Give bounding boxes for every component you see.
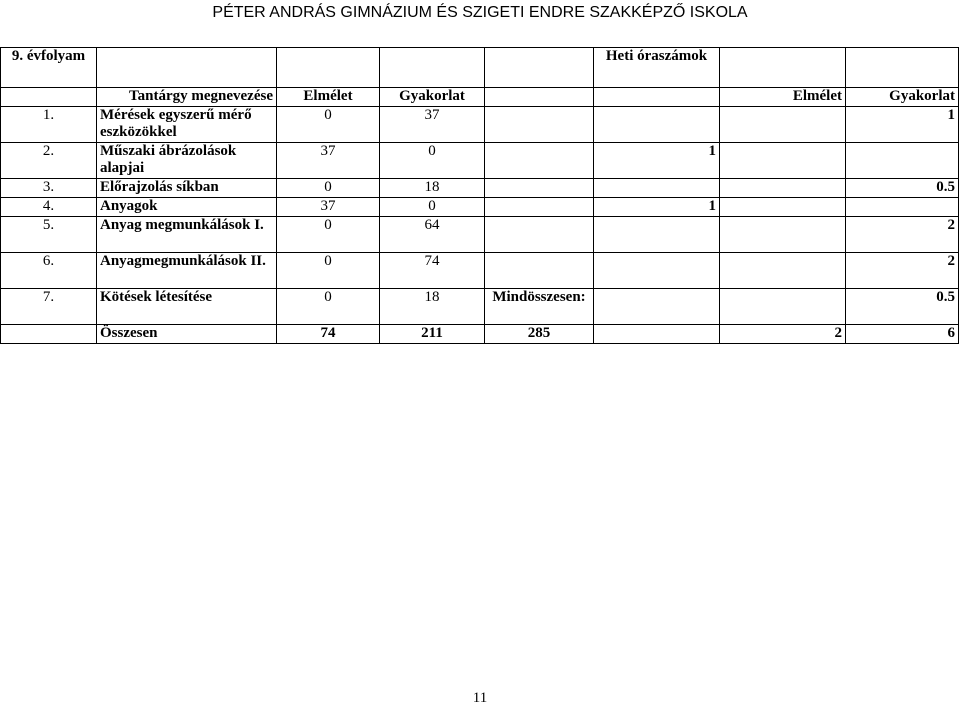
- elmelet-value: 37: [277, 198, 380, 217]
- total-row: [1, 325, 959, 344]
- gyakorlat-value: 64: [380, 217, 485, 253]
- subject-name: Mérések egyszerű mérő eszközökkel: [97, 107, 277, 143]
- subject-name: Anyagok: [97, 198, 277, 217]
- gyakorlat-value: 0: [380, 143, 485, 179]
- table-header-row-1: [1, 48, 959, 88]
- row-number: 1.: [1, 107, 97, 143]
- col-header-heti-elmelet: Elmélet: [720, 88, 846, 107]
- gyakorlat-value: 18: [380, 179, 485, 198]
- gyakorlat-value: 37: [380, 107, 485, 143]
- elmelet-value: 0: [277, 217, 380, 253]
- elmelet-value: 0: [277, 107, 380, 143]
- elmelet-value: 0: [277, 179, 380, 198]
- total-heti-gyakorlat: 6: [846, 325, 959, 344]
- elmelet-value: 37: [277, 143, 380, 179]
- col-header-heti-gyakorlat: Gyakorlat: [846, 88, 959, 107]
- table-row: [1, 107, 959, 143]
- heti-value: 1: [846, 107, 959, 143]
- curriculum-table: [0, 47, 959, 344]
- heti-value: 1: [594, 198, 720, 217]
- total-elmelet: 74: [277, 325, 380, 344]
- row-number: 4.: [1, 198, 97, 217]
- heti-value: 0.5: [846, 179, 959, 198]
- row-number: 6.: [1, 253, 97, 289]
- table-header-row-2: [1, 88, 959, 107]
- elmelet-value: 0: [277, 253, 380, 289]
- col-header-gyakorlat: Gyakorlat: [380, 88, 485, 107]
- total-heti-elmelet: 2: [720, 325, 846, 344]
- row-number: 2.: [1, 143, 97, 179]
- row-number: 3.: [1, 179, 97, 198]
- table-row: [1, 143, 959, 179]
- col-header-tantargy: Tantárgy megnevezése: [97, 88, 277, 107]
- heti-value: 0.5: [846, 289, 959, 325]
- gyakorlat-value: 0: [380, 198, 485, 217]
- gyakorlat-value: 18: [380, 289, 485, 325]
- table-row: [1, 179, 959, 198]
- subject-name: Előrajzolás síkban: [97, 179, 277, 198]
- subject-name: Kötések létesítése: [97, 289, 277, 325]
- elmelet-value: 0: [277, 289, 380, 325]
- table-row: [1, 289, 959, 325]
- table-row: [1, 198, 959, 217]
- evfolyam-label: 9. évfolyam: [1, 48, 97, 88]
- row-number: 5.: [1, 217, 97, 253]
- table-row: [1, 217, 959, 253]
- page-header: PÉTER ANDRÁS GIMNÁZIUM ÉS SZIGETI ENDRE SZAKKÉPZŐ ISKOLA: [212, 4, 748, 21]
- table-row: [1, 253, 959, 289]
- heti-value: 2: [846, 253, 959, 289]
- page-number: 11: [472, 690, 488, 706]
- heti-value: 1: [594, 143, 720, 179]
- total-mindosszesen: 285: [485, 325, 594, 344]
- subject-name: Anyag megmunkálások I.: [97, 217, 277, 253]
- total-gyakorlat: 211: [380, 325, 485, 344]
- col-header-elmelet: Elmélet: [277, 88, 380, 107]
- subject-name: Műszaki ábrázolások alapjai: [97, 143, 277, 179]
- heti-value: 2: [846, 217, 959, 253]
- mindosszesen-label: Mindösszesen:: [485, 289, 594, 325]
- gyakorlat-value: 74: [380, 253, 485, 289]
- heti-label: Heti óraszámok: [594, 48, 720, 88]
- row-number: 7.: [1, 289, 97, 325]
- subject-name: Anyagmegmunkálások II.: [97, 253, 277, 289]
- total-label: Összesen: [97, 325, 277, 344]
